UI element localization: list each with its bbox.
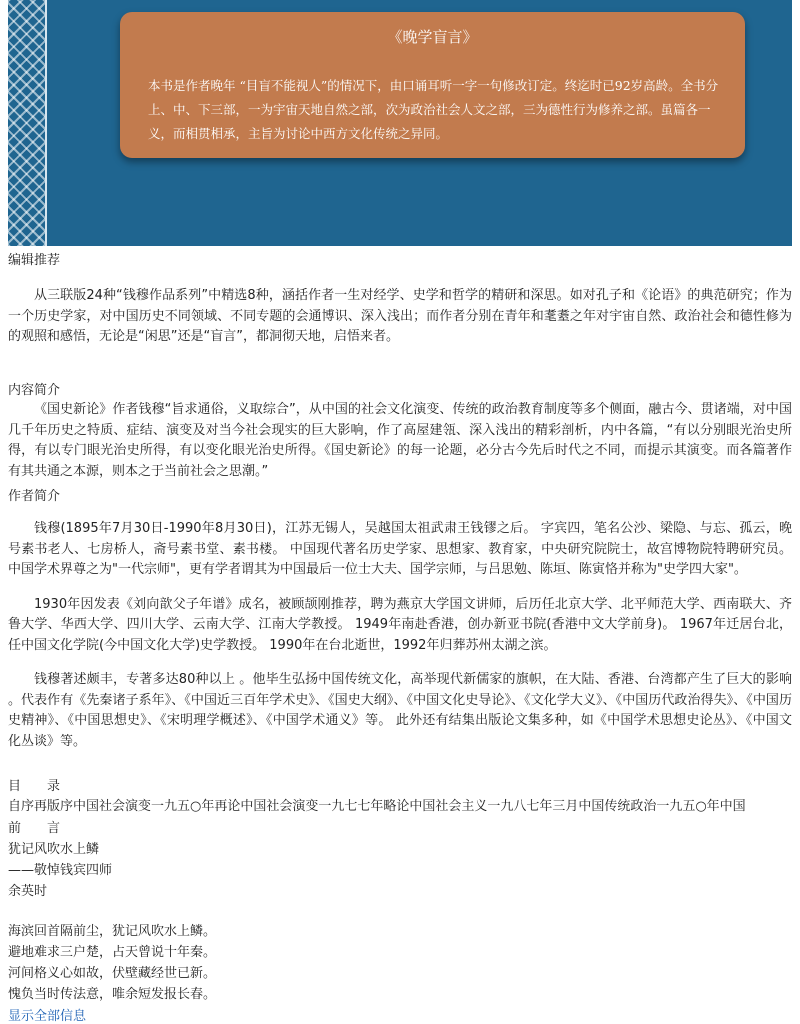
author-paragraph-1: 钱穆(1895年7月30日-1990年8月30日)，江苏无锡人，吴越国太祖武肃王钱镠之后。 字宾四，笔名公沙、梁隐、与忘、孤云，晚号素书老人、七房桥人，斋号素书堂、素书楼。 中国现代著名历史学家、思想家、教育家，中央研究院院士，故宫博物院特聘研究员。 中国学术界尊之为"一代宗师"，更有学者谓其为中国最后一位士大夫、国学宗师，与吕思勉、陈垣、陈寅恪并称为"史学四大家"。 [8,521,792,577]
poem-line: 愧负当时传法意，唯余短发报长春。 [8,987,217,1002]
editor-recommendation-paragraph: 从三联版24种“钱穆作品系列”中精选8种，涵括作者一生对经学、史学和哲学的精研和深思。如对孔子和《论语》的典范研究；作为一个历史学家，对中国历史不同领域、不同专题的会通博识、深入浅出；而作者分别在青年和耄耋之年对宇宙自然、政治社会和德性修为的观照和感悟，无论是“闲思”还是“盲言”，都洞彻天地，启悟来者。 [8,288,792,344]
card-description: 本书是作者晚年 “目盲不能视人”的情况下，由口诵耳听一字一句修改订定。终迄时已92岁高龄。全书分上、中、下三部，一为宇宙天地自然之部，次为政治社会人文之部，三为德性行为修养之部。虽篇各一义，而相贯相承，主旨为讨论中西方文化传统之异同。 [148,78,719,141]
book-card [120,12,745,158]
toc-preface: 前 言 [8,821,61,836]
book-banner [8,0,792,246]
poem-line: 海滨回首隔前尘，犹记风吹水上鳞。 [8,924,217,939]
summary-text [8,400,792,482]
toc-article-title: 犹记风吹水上鳞 [8,842,100,857]
summary-paragraph: 《国史新论》作者钱穆“旨求通俗，义取综合”，从中国的社会文化演变、传统的政治教育制度等多个侧面，融古今、贯诸端，对中国几千年历史之特质、症结、演变及对当今社会现实的巨大影响，作了高屋建瓴、深入浅出的精彩剖析，内中各篇，“有以分别眼光治史所得，有以专门眼光治史所得，有以变化眼光治史所得。《国史新论》的每一论题，必分古今先后时代之不同，而提示其演变。而各篇著作有其共通之本源，则本之于当前社会之思潮。” [8,402,792,479]
poem-line: 河间格义心如故，伏壁藏经世已新。 [8,966,217,981]
toc-article-subtitle: ——敬悼钱宾四师 [8,863,113,878]
toc-heading: 目 录 [8,779,61,794]
editor-recommendation-heading: 编辑推荐 [8,253,61,268]
toc-author: 余英时 [8,884,48,899]
decorative-pattern [8,0,47,246]
author-heading: 作者简介 [8,489,61,504]
author-paragraph-2: 1930年因发表《刘向歆父子年谱》成名，被顾颉刚推荐，聘为燕京大学国文讲师，后历任北京大学、北平师范大学、西南联大、齐鲁大学、华西大学、四川大学、云南大学、江南大学教授。 1949年南赴香港，创办新亚书院(香港中文大学前身)。 1967年迁居台北，任中国文化学院(今中国文化大学)史学教授。 1990年在台北逝世，1992年归葬苏州太湖之滨。 [8,596,792,653]
author-paragraph-3: 钱穆著述颇丰，专著多达80种以上 。他毕生弘扬中国传统文化，高举现代新儒家的旗帜，在大陆、香港、台湾都产生了巨大的影响 。代表作有《先秦诸子系年》、《中国近三百年学术史》、《国史大纲》、《中国文化史导论》、《文化学大义》、《中国历代政治得失》、《中国历史精神》、《中国思想史》、《宋明理学概述》、《中国学术通义》等。 此外还有结集出版论文集多种，如《中国学术思想史论丛》、《中国文化丛谈》等。 [8,672,792,749]
show-all-info-link[interactable]: 显示全部信息 [8,1009,87,1024]
author-text [8,519,792,766]
summary-heading: 内容简介 [8,383,61,398]
poem-line: 避地难求三户楚，占天曾说十年秦。 [8,945,217,960]
editor-recommendation-text [8,286,792,348]
toc-contents: 自序再版序中国社会演变一九五○年再论中国社会演变一九七七年略论中国社会主义一九八七年三月中国传统政治一九五○年中国 [8,799,746,814]
card-title: 《晚学盲言》 [387,28,478,46]
